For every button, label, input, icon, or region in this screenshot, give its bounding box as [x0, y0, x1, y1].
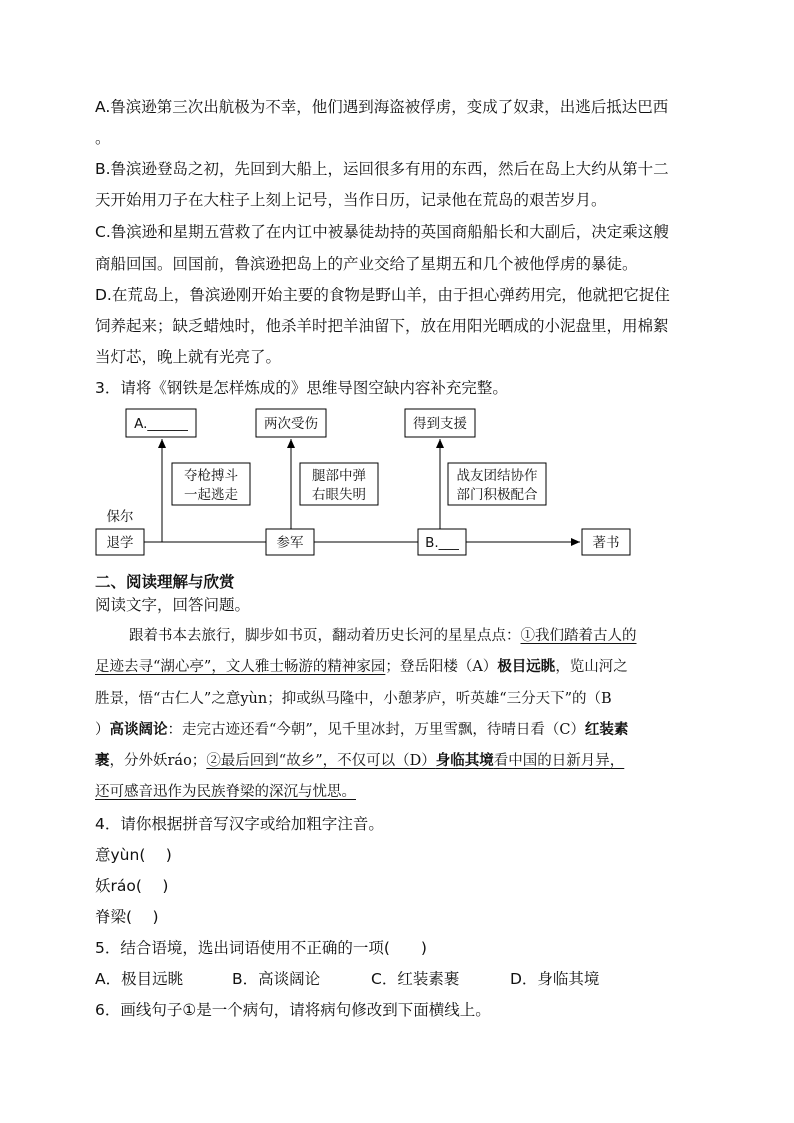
passage-line-5: 裹，分外妖ráo；②最后回到“故乡”，不仅可以（D）身临其境看中国的日新月异，: [95, 752, 625, 769]
option-d-line2: 饲养起来；缺乏蜡烛时，他杀羊时把羊油留下，放在用阳光晒成的小泥盘里，用棉絮: [95, 317, 669, 335]
section-2-heading: 二、阅读理解与欣赏: [95, 573, 235, 591]
person-label: 保尔: [106, 509, 134, 525]
passage-line-4: ）高谈阔论：走完古迹还看“今朝”，见千里冰封，万里雪飘，待晴日看（C）红装素: [95, 721, 629, 738]
option-b-line2: 天开始用刀子在大柱子上刻上记号，当作日历，记录他在荒岛的艰苦岁月。: [95, 191, 607, 209]
passage-line-6: 还可感音迅作为民族脊梁的深沉与忧思。: [95, 784, 356, 800]
box-b-label: B.___: [425, 535, 459, 551]
option-b-line1: B.鲁滨逊登岛之初，先回到大船上，运回很多有用的东西，然后在岛上大约从第十二: [95, 160, 669, 178]
q5-option-d: D．身临其境: [510, 970, 600, 988]
note-1-line1: 夺枪搏斗: [184, 468, 238, 484]
box-army-label: 参军: [276, 535, 304, 551]
option-d-line1: D.在荒岛上，鲁滨逊刚开始主要的食物是野山羊，由于担心弹药用完，他就把它捉住: [95, 286, 670, 304]
note-1-line2: 一起逃走: [184, 487, 238, 503]
passage-line-3: 胜景，悟“古仁人”之意yùn；抑或纵马隆中，小憩茅庐，听英雄“三分天下”的（B: [95, 691, 612, 707]
q4-item-rao: 妖ráo( ): [95, 877, 169, 895]
q5-option-c: C．红装素裹: [371, 970, 460, 988]
question-6: 6．画线句子①是一个病句，请将病句修改到下面横线上。: [95, 1001, 491, 1019]
q4-item-jiliang: 脊梁( ): [95, 908, 159, 926]
question-5: 5．结合语境，选出词语使用不正确的一项( ): [95, 939, 427, 957]
question-4: 4．请你根据拼音写汉字或给加粗字注音。: [95, 815, 384, 833]
box-support-label: 得到支援: [413, 416, 467, 432]
q4-item-yun: 意yùn( ): [95, 846, 172, 864]
passage-line-2: 足迹去寻“湖心亭”，文人雅士畅游的精神家园；登岳阳楼（A）极目远眺，览山河之: [95, 658, 628, 675]
note-2-line2: 右眼失明: [312, 487, 366, 503]
passage-line-1: 跟着书本去旅行，脚步如书页，翻动着历史长河的星星点点：①我们踏着古人的: [129, 628, 637, 644]
question-3: 3．请将《钢铁是怎样炼成的》思维导图空缺内容补充完整。: [95, 379, 508, 397]
option-d-line3: 当灯芯，晚上就有光亮了。: [95, 348, 282, 366]
reading-instruction: 阅读文字，回答问题。: [95, 596, 251, 614]
box-book-label: 著书: [592, 535, 620, 551]
box-quit-label: 退学: [106, 535, 134, 551]
q5-option-a: A．极目远眺: [95, 970, 184, 988]
option-c-line2: 商船回国。回国前，鲁滨逊把岛上的产业交给了星期五和几个被他俘虏的暴徒。: [95, 255, 638, 273]
box-a-label: A.______: [134, 416, 188, 432]
option-a-line2: 。: [95, 129, 111, 147]
q5-option-b: B．高谈阔论: [232, 970, 321, 988]
box-injury-label: 两次受伤: [264, 416, 318, 432]
note-2-line1: 腿部中弹: [312, 468, 366, 484]
note-3-line1: 战友团结协作: [456, 468, 538, 484]
note-3-line2: 部门积极配合: [456, 487, 538, 503]
option-c-line1: C.鲁滨逊和星期五营救了在内讧中被暴徒劫持的英国商船船长和大副后，决定乘这艘: [95, 223, 669, 241]
option-a-line1: A.鲁滨逊第三次出航极为不幸，他们遇到海盗被俘虏，变成了奴隶，出逃后抵达巴西: [95, 98, 669, 116]
